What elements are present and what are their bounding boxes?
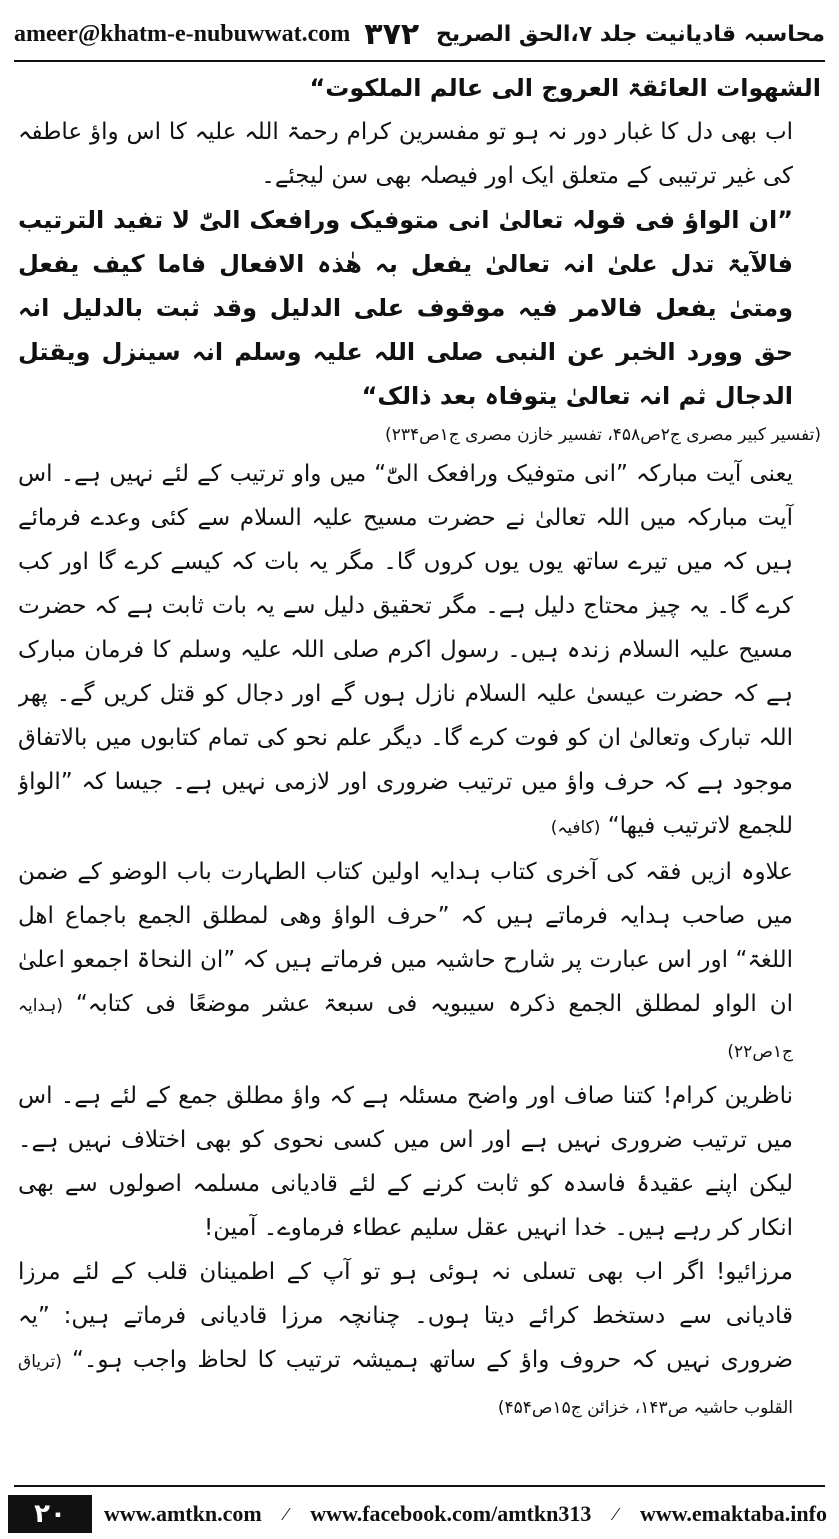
footer-separator: ⁄ xyxy=(284,1503,288,1524)
reference-tafsir: (تفسیر کبیر مصری ج۲ص۴۵۸، تفسیر خازن مصری ج۱ص۲۳۴) xyxy=(385,425,821,445)
paragraph-mirzaiyo-text: مرزائیو! اگر اب بھی تسلی نہ ہوئی ہو تو آپ کے اطمینان قلب کے لئے مرزا قادیانی سے دستخط کرائے دیتا ہوں۔ چنانچہ مرزا قادیانی فرماتے ہیں: ”یہ ضروری نہیں کہ حروف واؤ کے ساتھ ہمیشہ ترتیب کا لحاظ واجب ہو۔“ xyxy=(18,1259,794,1373)
header-page-number: ۳۷۲ xyxy=(364,16,420,52)
header-rule xyxy=(14,60,825,62)
reference-kafiya: (کافیہ) xyxy=(550,818,601,838)
footer-separator: ⁄ xyxy=(614,1503,618,1524)
page-body xyxy=(18,66,821,1475)
header-left xyxy=(14,17,419,52)
reference-hidaya: (ہدایہ ج۱ص۲۲) xyxy=(18,996,793,1062)
footer-rule xyxy=(14,1485,825,1487)
paragraph-mirzaiyo xyxy=(18,1250,821,1430)
paragraph-commentators: اب بھی دل کا غبار دور نہ ہو تو مفسرین کرام رحمۃ اللہ علیہ کا اس واؤ عاطفہ کی غیر ترتیبی کے متعلق ایک اور فیصلہ بھی سن لیجئے۔ xyxy=(18,119,793,189)
footer-link-facebook[interactable]: www.facebook.com/amtkn313 xyxy=(310,1501,592,1526)
footer-link-emaktaba[interactable]: www.emaktaba.info xyxy=(639,1501,827,1526)
paragraph-hidaya xyxy=(18,850,821,1074)
paragraph-explanation xyxy=(18,452,821,850)
page-footer xyxy=(0,1485,839,1539)
page-header xyxy=(14,12,825,56)
footer-page-number: ۲۰ xyxy=(8,1495,92,1533)
header-email: ameer@khatm-e-nubuwwat.com xyxy=(14,20,351,47)
reference-tiryaq: (تریاق القلوب حاشیہ ص۱۴۳، خزائن ج۱۵ص۴۵۴) xyxy=(18,1352,793,1418)
footer-link-amtkn[interactable]: www.amtkn.com xyxy=(104,1501,262,1526)
header-book-title: محاسبہ قادیانیت جلد ۷،الحق الصریح xyxy=(435,21,825,47)
footer-links xyxy=(104,1495,827,1533)
paragraph-explanation-text: یعنی آیت مبارکہ ”انی متوفیک ورافعک الیّٰ“ میں واو ترتیب کے لئے نہیں ہے۔ اس آیت مبارکہ میں اللہ تعالیٰ نے حضرت مسیح علیہ السلام سے کئی وعدے فرمائے ہیں کہ میں تیرے ساتھ یوں یوں کروں گا۔ مگر یہ بات کہ کیسے کرے گا اور کب کرے گا۔ یہ چیز محتاج دلیل ہے۔ مگر تحقیق دلیل سے یہ بات ثابت ہے کہ حضرت مسیح علیہ السلام زندہ ہیں۔ رسول اکرم صلی اللہ علیہ وسلم کا فرمان مبارک ہے کہ حضرت عیسیٰ علیہ السلام نازل ہوں گے اور دجال کو قتل کریں گے۔ پھر اللہ تبارک وتعالیٰ ان کو فوت کرے گا۔ دیگر علم نحو کی تمام کتابوں میں بالاتفاق موجود ہے کہ حرف واؤ میں ترتیب ضروری اور لازمی نہیں ہے۔ جیسا کہ ”الواؤ للجمع لاترتیب فیھا“ xyxy=(18,461,793,839)
arabic-quote-ending: الشھوات العائقۃ العروج الی عالم الملکوت“ xyxy=(309,74,821,102)
paragraph-hidaya-text: علاوہ ازیں فقہ کی آخری کتاب ہدایہ اولین کتاب الطہارت باب الوضو کے ضمن میں صاحب ہدایہ فرماتے ہیں کہ ”حرف الواؤ وھی لمطلق الجمع باجماع اھل اللغۃ“ اور اس عبارت پر شارح حاشیہ میں فرماتے ہیں کہ ”ان النحاۃ اجمعو اعلیٰ ان الواو لمطلق الجمع ذکرہ سیبویہ فی سبعۃ عشر موضعًا فی کتابہ“ xyxy=(18,859,793,1017)
arabic-quote-tafsir: ”ان الواؤ فی قولہ تعالیٰ انی متوفیک ورافعک الیّٰ لا تفید الترتیب فالآیۃ تدل علیٰ انہ تعالیٰ یفعل بہ ھٰذہ الافعال فاما کیف یفعل ومتیٰ یفعل فالامر فیہ موقوف علی الدلیل وقد ثبت بالدلیل انہ حق وورد الخبر عن النبی صلی اللہ علیہ وسلم انہ سینزل ویقتل الدجال ثم انہ تعالیٰ یتوفاہ بعد ذالک“ xyxy=(18,206,793,410)
paragraph-readers: ناظرین کرام! کتنا صاف اور واضح مسئلہ ہے کہ واؤ مطلق جمع کے لئے ہے۔ اس میں ترتیب ضروری نہیں ہے اور اس میں کسی نحوی کو بھی اختلاف نہیں ہے۔ لیکن اپنے عقیدۂ فاسدہ کو ثابت کرنے کے لئے قادیانی مسلمہ اصولوں سے بھی انکار کر رہے ہیں۔ خدا انہیں عقل سلیم عطاء فرماوے۔ آمین! xyxy=(18,1083,793,1241)
